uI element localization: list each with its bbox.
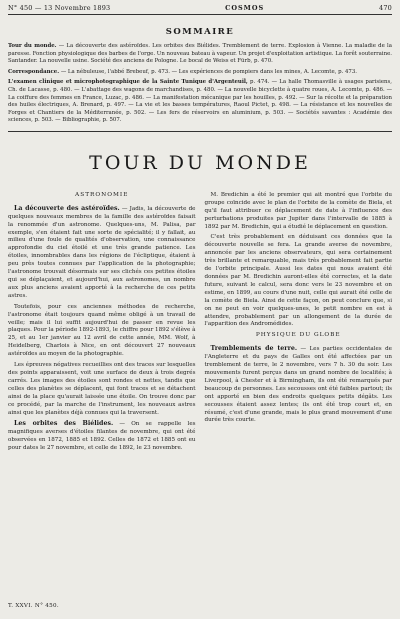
paragraph-text: — Jadis, la découverte de quelques nouveaux membres de la famille des astéroïdes faisait la renommée d'un astronome. Quelques-uns, M. Palisa, par exemple, s'en étaient fait une sorte de spécialité; il y fallait, au milieu d'une foule de qualités d'observation, une connaissance approfondie du ciel étoilé et une très grande patience. Les étoiles, innombrables dans les régions de l'écliptique, étaient à peu près toutes connues par l'application de la photographie; l'astronome trouvait désormais sur ses clichés ces petites étoiles qui se déplaçaient, et aujourd'hui, aux astronomes, un nombre aux plus anciens avaient apporté à la recherche de ces petits astres. — [8, 205, 196, 299]
sommaire-correspondance — [8, 69, 392, 77]
subhead-physique-du-globe: PHYSIQUE DU GLOBE — [255, 332, 341, 339]
paragraph: Toutefois, pour ces anciennes méthodes de recherche, l'astronome était toujours quand même obligé à un travail de veille; mais il lui suffit aujourd'hui de passer en revue les plaques. Pour la période 1892-1893, le chiffre pour 1892 s'élève à 25, et au 1er janvier au 12 avril de cette année, MM. Wolf, à Heidelberg, Charlois à Nice, en ont découvert 27 nouveaux astéroïdes au moyen de la photographie. — [8, 303, 196, 358]
volume-footer: T. XXVI. N° 450. — [8, 603, 59, 609]
sommaire-tour-text: — La découverte des astéroïdes. Les orbites des Biélides. Tremblement de terre. Explosion à Vienne. La maladie de la paresse. Fonction physiologique des barbes de l'orge. Un nouveau bateau à vapeur. Un projet d'exploitation artistique. La forêt souterraine. Santander. La nouvelle usine. Société des anciens de Pologne. Le bocal de Weiss et Fürb, p. 470. — [8, 43, 392, 65]
paragraph — [8, 420, 196, 453]
sommaire-corr-label: Correspondance. — [8, 68, 60, 75]
subhead-astronomie: ASTRONOMIE — [75, 191, 129, 198]
article-title-tremblements: Tremblements de terre. — [210, 345, 298, 353]
running-head — [8, 4, 392, 15]
sommaire-tour-du-monde — [8, 43, 392, 66]
section-title: TOUR DU MONDE — [89, 151, 311, 174]
article-title-bielides: Les orbites des Biélides. — [14, 420, 114, 428]
article-columns — [8, 192, 392, 456]
sommaire-title: SOMMAIRE — [165, 27, 235, 37]
paragraph — [8, 205, 196, 301]
paragraph: C'est très probablement en déduisant ces données que la découverte nouvelle se fera. La grande averse de novembre, annoncée par les anciens observateurs, qui sera certainement très brillante et remarquable, mais très probablement fait partie de l'orbite principale. Aussi les dates qui nous avaient été données par M. Bredichin auront-elles été correctes, et la date future, suivant le calcul, sera donc vers le 23 novembre et on estime, en 1899, au cours d'une nuit, celle qui aurait été celle de la comète de Biela. Ainsi de cette façon, on peut conclure que, si on ne peut en voir quelques-unes, le petit nombre en est à attendre, probablement par un allongement de la durée de l'apparition des Andromédides. — [204, 234, 392, 328]
journal-name: COSMOS — [225, 4, 265, 12]
paragraph-text: — On se rappelle les magnifiques averses d'étoiles filantes de novembre, qui ont été observées en 1872, 1885 et 1892. Celles de 1872 et 1885 ont eu pour dates le 27 novembre, et celle de 1892, le 23 novembre. — [8, 421, 196, 452]
sommaire-exam-text: p. 474. — La halle Thomasville à usages parisiens, Ch. de Lacasse, p. 480. — L'abattage des wagons de marchandises, p. 480. — La nouvelle bicyclette à quatre roues, A. Lecomte, p. 486. — La coiffure des femmes en France, Luzac, p. 486. — La manifestation mécanique par les houilles, p. 492. — Sur la récolte et la préparation des huiles électriques, A. Brenard, p. 497. — La vie et les basses températures, Raoul Pictet, p. 498. — La résistance et les nouvelles de Forges et Chantiers de la Méditerranée, p. 502. — Les fers de réservoirs en aluminium, p. 503. — Sociétés savantes : Académie des sciences, p. 503. — Bibliographie, p. 507. — [8, 79, 392, 124]
left-column — [8, 192, 196, 456]
article-title-asteroides: La découverte des astéroïdes. — [14, 204, 120, 212]
paragraph — [205, 345, 393, 425]
sommaire-exam-label: L'examen clinique et microphotographique de la Sainte Tunique d'Argenteuil, — [8, 79, 248, 86]
right-column — [205, 192, 393, 456]
sommaire-tour-label: Tour du monde. — [8, 43, 57, 49]
sommaire-divider — [8, 131, 392, 132]
sommaire-corr-text: — La nébuleuse, l'abbé Brebeuf, p. 473. — Les expériences de pompiers dans les mines, A. Lecomte, p. 473. — [60, 68, 357, 75]
sommaire-articles — [8, 79, 392, 125]
paragraph: M. Bredichin a été le premier qui ait montré que l'orbite du groupe coïncide avec le plan de l'orbite de la comète de Biela, et qu'il faut attribuer ce déplacement de date à l'influence des perturbations produites par Jupiter dans l'intervalle de 1885 à 1892 par M. Bredichin, qui a étudié le déplacement en question. — [204, 191, 392, 230]
issue-number-date: N° 450 — 13 Novembre 1893 — [8, 4, 111, 12]
page-number: 470 — [378, 4, 392, 12]
paragraph: Les épreuves négatives recueillies ont des traces sur lesquelles des points apparaissent, voit une surface de deux à trois degrés carrés. Les images des étoiles sont rondes et nettes, tandis que celles des planètes se déplacent, qui font traces et se détachent ainsi de la place qu'aurait laissée une étoile. On trouve donc par ce procédé, par la marche de l'instrument, les nouveaux astres ainsi que les planètes déjà connues qui la traversent. — [8, 362, 196, 416]
document-page — [8, 4, 392, 611]
paragraph-text: — Les parties occidentales de l'Angleterre et du pays de Galles ont été affectées par un tremblement de terre, le 2 novembre, vers 7 h. 30 du soir. Les mouvements furent perçus dans un grand nombre de localités; à Liverpool, à Chester et à Birmingham, ils ont été remarqués par beaucoup de personnes. Les secousses ont été faibles partout; ils ont apporté en bien des endroits quelques petits dégâts. Les secousses étaient assez lentes; ils ont été trop court et, en résumé, c'est d'une grande, mais le plus grand mouvement d'une durée très courte. — [204, 346, 392, 424]
